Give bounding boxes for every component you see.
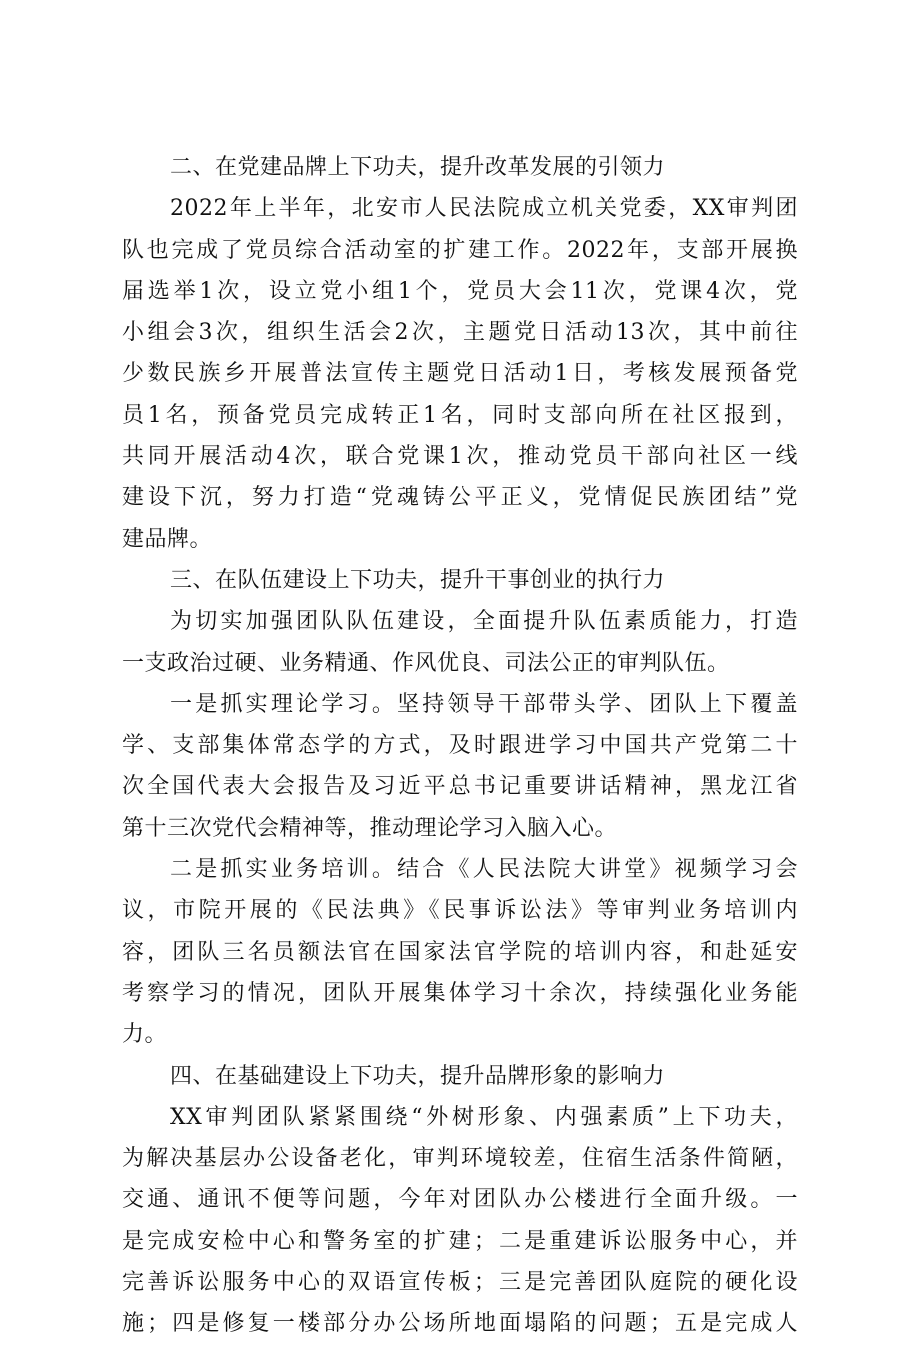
section-heading-4: 四、在基础建设上下功夫，提升品牌形象的影响力 [170,1063,666,1089]
paragraph-line: 容，团队三名员额法官在国家法官学院的培训内容，和赴延安 [122,939,798,965]
paragraph-line: XX审判团队紧紧围绕“外树形象、内强素质”上下功夫， [170,1104,798,1130]
paragraph-line: 小组会3次，组织生活会2次，主题党日活动13次，其中前往 [122,320,798,346]
section-heading-2: 二、在党建品牌上下功夫，提升改革发展的引领力 [170,155,666,180]
paragraph-line: 是完成安检中心和警务室的扩建；二是重建诉讼服务中心，并 [122,1228,798,1254]
paragraph-line: 次全国代表大会报告及习近平总书记重要讲话精神，黑龙江省 [122,774,798,800]
paragraph-line: 共同开展活动4次，联合党课1次，推动党员干部向社区一线 [122,444,798,470]
paragraph-line: 第十三次党代会精神等，推动理论学习入脑入心。 [122,815,618,841]
paragraph-line: 为切实加强团队队伍建设，全面提升队伍素质能力，打造 [170,609,798,635]
paragraph-line: 队也完成了党员综合活动室的扩建工作。2022年，支部开展换 [122,237,798,263]
paragraph-line: 考察学习的情况，团队开展集体学习十余次，持续强化业务能 [122,980,798,1006]
document-body [122,147,798,1345]
paragraph-line: 少数民族乡开展普法宣传主题党日活动1日，考核发展预备党 [122,361,798,387]
paragraph-line: 交通、通讯不便等问题，今年对团队办公楼进行全面升级。一 [122,1187,798,1213]
paragraph-line: 一支政治过硬、业务精通、作风优良、司法公正的审判队伍。 [122,650,730,676]
paragraph-line: 完善诉讼服务中心的双语宣传板；三是完善团队庭院的硬化设 [122,1270,798,1296]
paragraph-line: 施；四是修复一楼部分办公场所地面塌陷的问题；五是完成人 [122,1311,798,1337]
paragraph-line: 学、支部集体常态学的方式，及时跟进学习中国共产党第二十 [122,733,798,759]
paragraph-line: 力。 [122,1022,168,1048]
paragraph-line: 一是抓实理论学习。坚持领导干部带头学、团队上下覆盖 [170,691,798,717]
paragraph-line: 建设下沉，努力打造“党魂铸公平正义，党情促民族团结”党 [122,485,798,511]
paragraph-line: 2022年上半年，北安市人民法院成立机关党委，XX审判团 [170,196,798,222]
paragraph-line: 为解决基层办公设备老化，审判环境较差，住宿生活条件简陋， [122,1146,798,1172]
paragraph-line: 建品牌。 [122,526,213,552]
paragraph-line: 二是抓实业务培训。结合《人民法院大讲堂》视频学习会 [170,857,798,883]
paragraph-line: 届选举1次，设立党小组1个，党员大会11次，党课4次，党 [122,278,798,304]
paragraph-line: 议，市院开展的《民法典》《民事诉讼法》等审判业务培训内 [122,898,798,924]
section-heading-3: 三、在队伍建设上下功夫，提升干事创业的执行力 [170,567,666,593]
paragraph-line: 员1名，预备党员完成转正1名，同时支部向所在社区报到， [122,402,798,428]
